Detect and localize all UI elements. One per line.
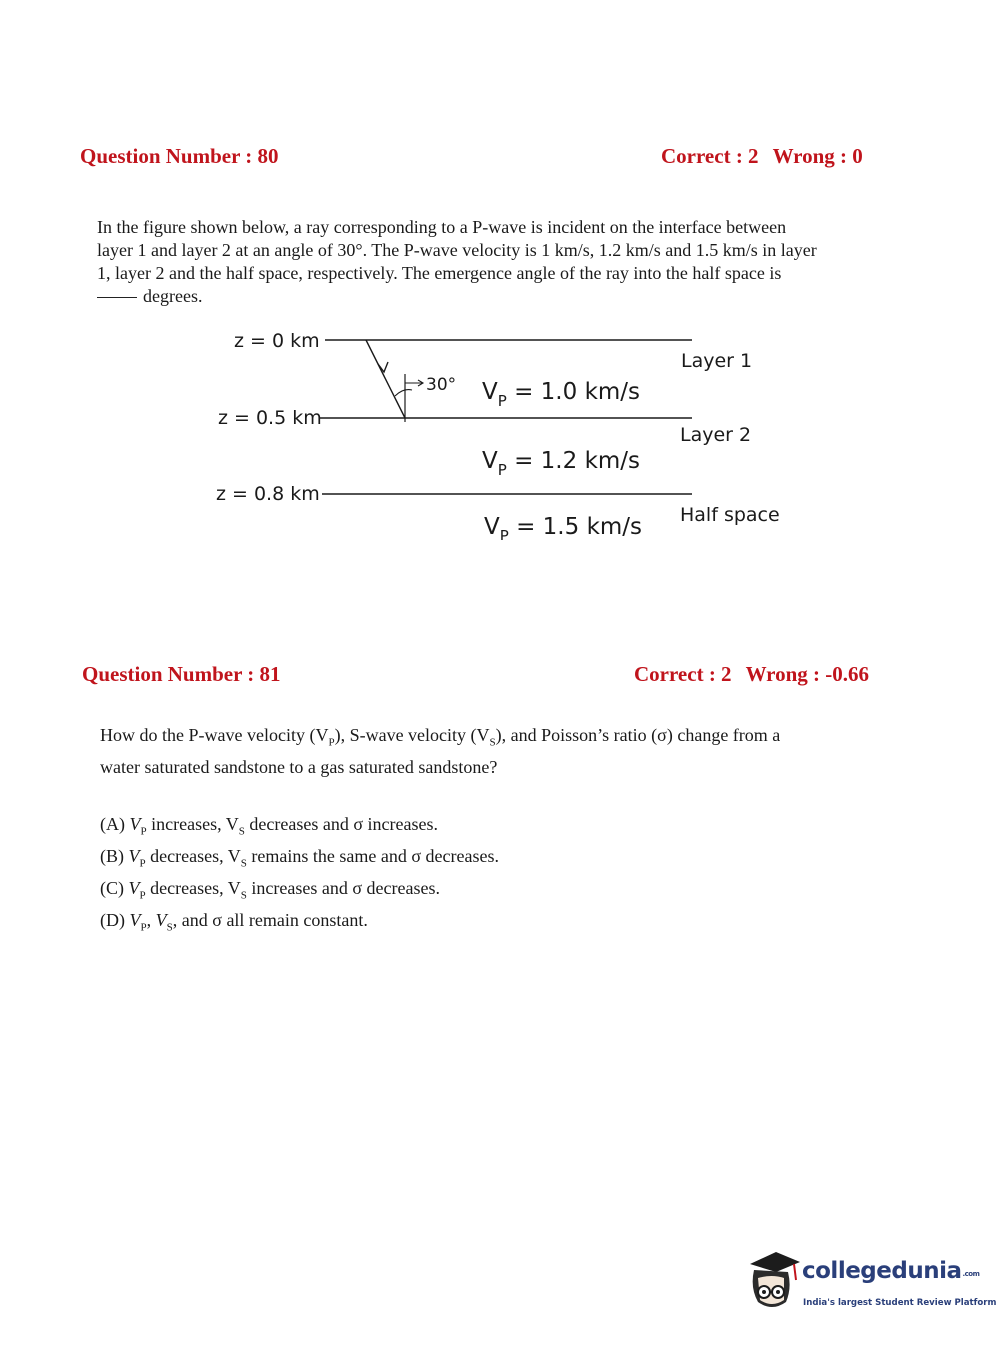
incident-ray	[366, 340, 405, 418]
logo-wordmark	[802, 1258, 979, 1284]
option-c-label: (C)	[100, 878, 124, 899]
question-81-line-1	[100, 723, 780, 755]
question-81-heading: Question Number : 81	[82, 662, 281, 686]
option-a	[100, 812, 499, 844]
velocity-half-space-symbol: V	[484, 514, 500, 540]
option-c	[100, 876, 499, 908]
ray-arrowhead	[378, 362, 388, 372]
collegedunia-logo	[742, 1248, 997, 1318]
question-81-wrong: Wrong : -0.66	[745, 662, 870, 686]
option-c-text-2: increases and σ decreases.	[251, 878, 440, 899]
option-c-text: decreases, V	[150, 878, 241, 899]
question-81-text	[100, 723, 780, 779]
question-80-heading: Question Number : 80	[80, 144, 279, 168]
option-d-vs-sub: S	[166, 921, 173, 934]
question-80-wrong: Wrong : 0	[772, 144, 863, 168]
velocity-half-space-value: = 1.5 km/s	[508, 514, 643, 540]
velocity-layer-2-subscript: P	[497, 461, 507, 479]
layered-earth-figure	[200, 320, 800, 540]
incidence-angle-label: 30°	[426, 375, 457, 395]
question-80-line-3: 1, layer 2 and the half space, respectively. The emergence angle of the ray into the half space is	[97, 263, 782, 283]
question-81-line-2: water saturated sandstone to a gas saturated sandstone?	[100, 756, 498, 777]
question-81-line-1-sub-s: S	[489, 736, 496, 749]
question-81-line-1-c: ), and Poisson’s ratio (σ) change from a	[495, 725, 781, 745]
question-80-line-1: In the figure shown below, a ray corresponding to a P-wave is incident on the interface between	[97, 217, 787, 237]
option-a-vp: V	[129, 814, 141, 834]
half-space-label: Half space	[680, 504, 780, 526]
option-b	[100, 844, 499, 876]
depth-label-0-8: z = 0.8 km	[216, 483, 320, 505]
option-c-vs-sub: S	[240, 889, 247, 902]
option-d-text: , and σ all remain constant.	[172, 910, 368, 931]
question-80-line-4-text: degrees.	[143, 286, 203, 306]
question-80-line-4	[97, 285, 817, 308]
logo-suffix: .com	[962, 1270, 980, 1278]
layer-1-label: Layer 1	[681, 350, 753, 372]
question-80-text	[97, 216, 817, 308]
option-a-text: increases, V	[151, 814, 239, 834]
option-b-text: decreases, V	[150, 846, 241, 867]
angle-arc	[395, 390, 412, 396]
answer-blank	[97, 297, 137, 298]
option-d-label: (D)	[100, 910, 125, 931]
question-81-line-1-a: How do the P-wave velocity (V	[100, 725, 329, 745]
question-81-correct: Correct : 2	[634, 662, 732, 686]
question-81-line-1-sub-p: P	[328, 736, 335, 749]
mascot-icon	[742, 1248, 804, 1316]
question-80-line-2: layer 1 and layer 2 at an angle of 30°. The P-wave velocity is 1 km/s, 1.2 km/s and 1.5 km/s in layer	[97, 240, 817, 260]
option-b-text-2: remains the same and σ decreases.	[251, 846, 499, 867]
logo-name-text: collegedunia	[802, 1258, 962, 1284]
velocity-half-space-subscript: P	[499, 527, 509, 540]
answer-options	[100, 812, 499, 940]
option-b-vp-sub: P	[139, 857, 146, 870]
option-b-vs-sub: S	[240, 857, 247, 870]
option-d-vp: V	[129, 910, 141, 931]
logo-tagline: India's largest Student Review Platform	[803, 1298, 997, 1308]
velocity-layer-2-value: = 1.2 km/s	[506, 448, 641, 474]
option-c-vp: V	[128, 878, 140, 899]
depth-label-0-5: z = 0.5 km	[218, 407, 322, 429]
depth-label-0: z = 0 km	[234, 330, 320, 352]
velocity-half-space	[484, 514, 642, 540]
question-80-correct: Correct : 2	[661, 144, 759, 168]
question-81-line-1-b: ), S-wave velocity (V	[334, 725, 490, 745]
option-b-vp: V	[128, 846, 140, 867]
option-d-vs: V	[155, 910, 167, 931]
option-d-vp-sub: P	[140, 921, 147, 934]
velocity-layer-1-symbol: V	[482, 379, 498, 405]
option-a-vs-sub: S	[238, 825, 245, 838]
velocity-layer-1-subscript: P	[497, 392, 507, 410]
velocity-layer-2-symbol: V	[482, 448, 498, 474]
option-c-vp-sub: P	[139, 889, 146, 902]
option-d: (D) $V_P$, $V_S$, and σ all remain constant.	[100, 910, 368, 934]
velocity-layer-2	[482, 448, 640, 479]
option-a-text-2: decreases and σ increases.	[249, 814, 438, 834]
question-80-score	[661, 144, 863, 169]
option-a-vp-sub: P	[140, 825, 147, 838]
layer-2-label: Layer 2	[680, 424, 752, 446]
option-a-label: (A)	[100, 814, 125, 834]
velocity-layer-1	[482, 379, 640, 410]
question-81-score	[634, 662, 869, 687]
option-b-label: (B)	[100, 846, 124, 867]
velocity-layer-1-value: = 1.0 km/s	[506, 379, 641, 405]
